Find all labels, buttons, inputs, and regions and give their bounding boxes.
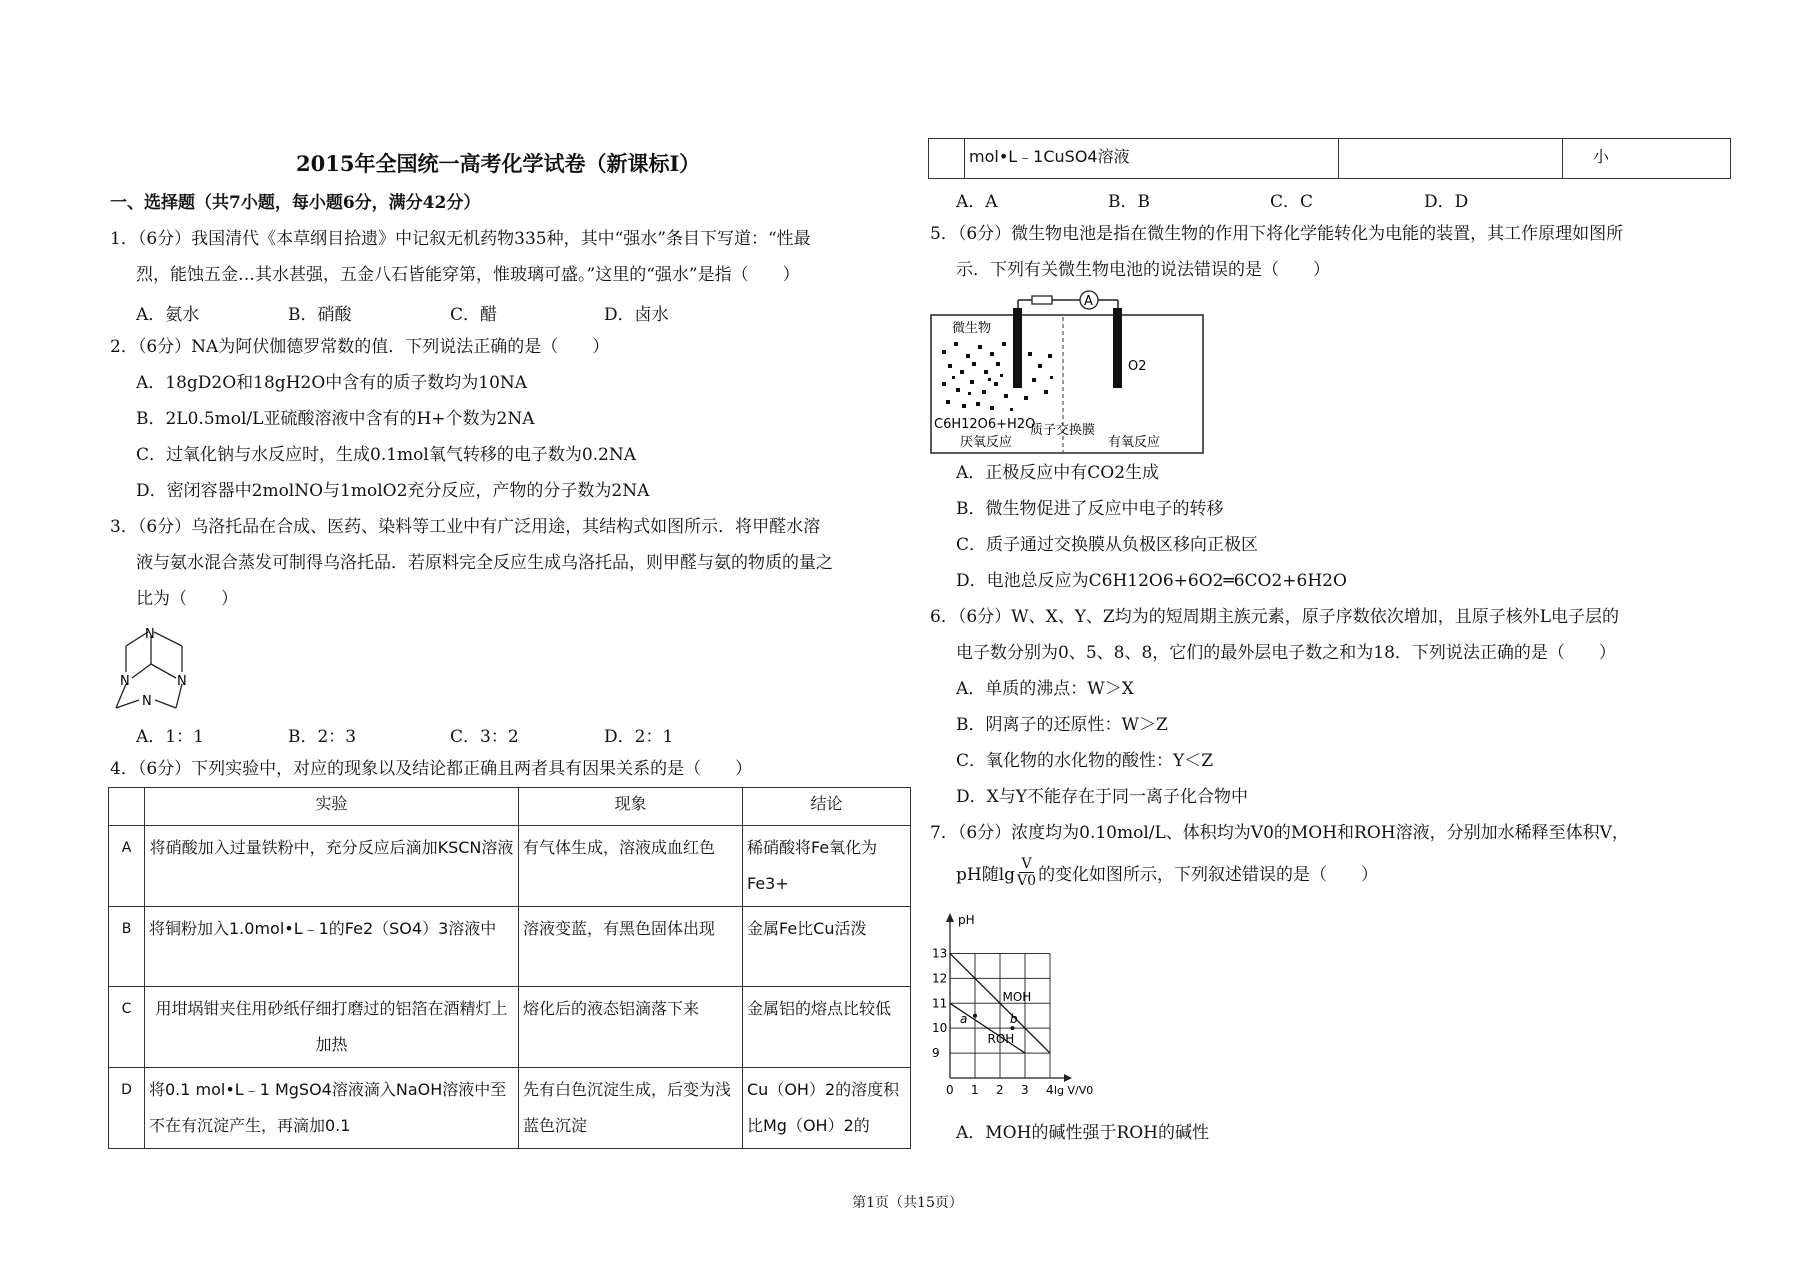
x-tick-label: 0 xyxy=(946,1083,954,1097)
row-conclusion: 稀硝酸将Fe氧化为Fe3+ xyxy=(743,826,911,907)
anode-electrode xyxy=(1013,308,1022,388)
header-experiment: 实验 xyxy=(145,788,519,826)
atom-n-left: N xyxy=(120,674,130,689)
q2-option-c[interactable]: C．过氧化钠与水反应时，生成0.1mol氧气转移的电子数为0.2NA xyxy=(136,445,637,465)
table-row xyxy=(109,1068,911,1149)
row-label: B xyxy=(109,907,145,987)
table-header-row xyxy=(109,788,911,826)
q6-option-a[interactable]: A．单质的沸点：W＞X xyxy=(956,679,1134,699)
row-experiment: 将0.1 mol•L﹣1 MgSO4溶液滴入NaOH溶液中至不在有沉淀产生，再滴加0.1 xyxy=(145,1068,519,1149)
q1-line-1: 1．（6分）我国清代《本草纲目拾遗》中记叙无机药物335种，其中“强水”条目下写道：“性最 xyxy=(110,229,811,249)
row-label: A xyxy=(109,826,145,907)
q2-stem: 2．（6分）NA为阿伏伽德罗常数的值．下列说法正确的是（ ） xyxy=(110,337,610,357)
x-axis-label: lg V/V0 xyxy=(1054,1084,1094,1097)
table-row xyxy=(929,139,1731,179)
row-conclusion: 金属Fe比Cu活泼 xyxy=(743,907,911,987)
membrane-label: 质子交换膜 xyxy=(1030,423,1096,438)
atom-n-right: N xyxy=(177,674,187,689)
row-conclusion: 金属铝的熔点比较低 xyxy=(743,987,911,1068)
q4-option-d[interactable]: D．D xyxy=(1424,192,1469,212)
q7-line-2-end: 的变化如图所示，下列叙述错误的是（ ） xyxy=(1038,864,1379,885)
row-phenomenon: 先有白色沉淀生成，后变为浅蓝色沉淀 xyxy=(519,1068,743,1149)
q6-option-d[interactable]: D．X与Y不能存在于同一离子化合物中 xyxy=(956,787,1248,807)
q3-option-d[interactable]: D．2：1 xyxy=(604,727,674,747)
point-b-marker xyxy=(1011,1026,1015,1030)
q3-option-b[interactable]: B．2：3 xyxy=(288,727,357,747)
row-experiment: 将硝酸加入过量铁粉中，充分反应后滴加KSCN溶液 xyxy=(145,826,519,907)
aerobic-label: 有氧反应 xyxy=(1108,435,1161,450)
q5-option-c[interactable]: C．质子通过交换膜从负极区移向正极区 xyxy=(956,535,1259,555)
point-label-a: a xyxy=(960,1012,968,1027)
series-label-roh: ROH xyxy=(987,1032,1015,1047)
row-phenomenon: 熔化后的液态铝滴落下来 xyxy=(519,987,743,1068)
series-label-moh: MOH xyxy=(1002,989,1032,1004)
table-row xyxy=(109,907,911,987)
q2-option-a[interactable]: A．18gD2O和18gH2O中含有的质子数均为10NA xyxy=(136,373,528,393)
o2-label: O2 xyxy=(1128,359,1147,374)
q3-options xyxy=(136,722,673,747)
q4-options xyxy=(956,187,1468,212)
q6-option-c[interactable]: C．氧化物的水化物的酸性：Y＜Z xyxy=(956,751,1214,771)
x-tick-label: 2 xyxy=(996,1083,1004,1097)
atom-n-top: N xyxy=(145,627,155,642)
x-tick-label: 4 xyxy=(1046,1083,1054,1097)
microbial-cell-diagram xyxy=(930,290,1205,455)
table-row xyxy=(109,987,911,1068)
q1-options xyxy=(136,300,669,325)
row-phenomenon: 有气体生成，溶液成血红色 xyxy=(519,826,743,907)
q1-line-2: 烈，能蚀五金…其水甚强，五金八石皆能穿第，惟玻璃可盛。”这里的“强水”是指（ ） xyxy=(136,265,800,285)
row-conclusion: 小 xyxy=(1563,139,1731,179)
y-tick-label: 12 xyxy=(932,971,948,986)
q3-option-a[interactable]: A．1：1 xyxy=(136,727,204,747)
ammeter-label: A xyxy=(1084,294,1093,309)
q1-option-c[interactable]: C．醋 xyxy=(450,305,498,325)
page-footer: 第1页（共15页） xyxy=(852,1195,963,1211)
q6-line-1: 6．（6分）W、X、Y、Z均为的短周期主族元素，原子序数依次增加，且原子核外L电子层的 xyxy=(930,607,1620,627)
row-label: D xyxy=(109,1068,145,1149)
q4-stem: 4．（6分）下列实验中，对应的现象以及结论都正确且两者具有因果关系的是（ ） xyxy=(110,759,753,779)
fraction-denominator: V0 xyxy=(1017,872,1037,889)
q5-option-a[interactable]: A．正极反应中有CO2生成 xyxy=(956,463,1160,483)
x-tick-label: 1 xyxy=(971,1083,979,1097)
section-heading: 一、选择题（共7小题，每小题6分，满分42分） xyxy=(110,193,481,213)
row-experiment: 用坩埚钳夹住用砂纸仔细打磨过的铝箔在酒精灯上加热 xyxy=(145,987,519,1068)
q3-option-c[interactable]: C．3：2 xyxy=(450,727,519,747)
q5-option-d[interactable]: D．电池总反应为C6H12O6+6O2═6CO2+6H2O xyxy=(956,571,1347,591)
y-tick-label: 10 xyxy=(932,1021,948,1036)
y-tick-label: 9 xyxy=(932,1046,940,1061)
q2-option-b[interactable]: B．2L0.5mol/L亚硫酸溶液中含有的H+个数为2NA xyxy=(136,409,535,429)
paper-title: 2015年全国统一高考化学试卷（新课标I） xyxy=(296,151,701,176)
q4-option-b[interactable]: B．B xyxy=(1108,192,1150,212)
resistor-icon xyxy=(1032,296,1052,304)
q3-line-1: 3．（6分）乌洛托品在合成、医药、染料等工业中有广泛用途，其结构式如图所示．将甲醛水溶 xyxy=(110,517,821,537)
q1-option-a[interactable]: A．氨水 xyxy=(136,305,200,325)
q4-option-c[interactable]: C．C xyxy=(1270,192,1314,212)
lg-fraction xyxy=(1017,856,1036,889)
row-experiment: 将铜粉加入1.0mol•L﹣1的Fe2（SO4）3溶液中 xyxy=(145,907,519,987)
cathode-electrode xyxy=(1113,308,1122,388)
microbe-label: 微生物 xyxy=(952,321,992,336)
row-experiment: mol•L﹣1CuSO4溶液 xyxy=(965,139,1339,179)
urotropine-structure xyxy=(104,620,204,712)
header-conclusion: 结论 xyxy=(743,788,911,826)
q5-line-2: 示．下列有关微生物电池的说法错误的是（ ） xyxy=(956,260,1330,280)
row-conclusion: Cu（OH）2的溶度积比Mg（OH）2的 xyxy=(743,1068,911,1149)
y-axis-arrow xyxy=(946,913,954,922)
row-label: C xyxy=(109,987,145,1068)
q7-line-2-start: pH随lg xyxy=(956,864,1016,885)
q4-table-continued xyxy=(928,138,1731,179)
y-axis-label: pH xyxy=(958,913,975,927)
q3-line-2: 液与氨水混合蒸发可制得乌洛托品．若原料完全反应生成乌洛托品，则甲醛与氨的物质的量之 xyxy=(136,553,833,573)
q3-line-3: 比为（ ） xyxy=(136,589,238,609)
q4-option-a[interactable]: A．A xyxy=(956,192,998,212)
y-tick-label: 11 xyxy=(932,996,948,1011)
q4-table xyxy=(108,787,911,1149)
q1-option-b[interactable]: B．硝酸 xyxy=(288,305,352,325)
x-tick-label: 3 xyxy=(1021,1083,1029,1097)
q5-line-1: 5．（6分）微生物电池是指在微生物的作用下将化学能转化为电能的装置，其工作原理如图所 xyxy=(930,224,1624,244)
x-axis-arrow xyxy=(1064,1074,1072,1082)
q2-option-d[interactable]: D．密闭容器中2molNO与1molO2充分反应，产物的分子数为2NA xyxy=(136,481,650,501)
q5-option-b[interactable]: B．微生物促进了反应中电子的转移 xyxy=(956,499,1224,519)
header-label xyxy=(109,788,145,826)
point-a-marker xyxy=(973,1014,977,1018)
q6-line-2: 电子数分别为0、5、8、8，它们的最外层电子数之和为18．下列说法正确的是（ ） xyxy=(956,643,1616,663)
reactant-label: C6H12O6+H2O xyxy=(934,417,1036,432)
q1-option-d[interactable]: D．卤水 xyxy=(604,305,669,325)
atom-n-bottom: N xyxy=(142,694,152,709)
anaerobic-label: 厌氧反应 xyxy=(960,435,1013,450)
table-row xyxy=(109,826,911,907)
q7-line-1: 7．（6分）浓度均为0.10mol/L、体积均为V0的MOH和ROH溶液，分别加水稀释至体积V， xyxy=(930,823,1629,843)
q7-line-2 xyxy=(956,850,1378,894)
row-phenomenon: 溶液变蓝，有黑色固体出现 xyxy=(519,907,743,987)
y-tick-label: 13 xyxy=(932,946,948,961)
ph-dilution-chart xyxy=(930,910,1100,1100)
fraction-numerator: V xyxy=(1021,855,1032,872)
point-label-b: b xyxy=(1010,1012,1018,1027)
header-phenomenon: 现象 xyxy=(519,788,743,826)
q6-option-b[interactable]: B．阴离子的还原性：W＞Z xyxy=(956,715,1168,735)
q7-option-a[interactable]: A．MOH的碱性强于ROH的碱性 xyxy=(956,1123,1210,1143)
